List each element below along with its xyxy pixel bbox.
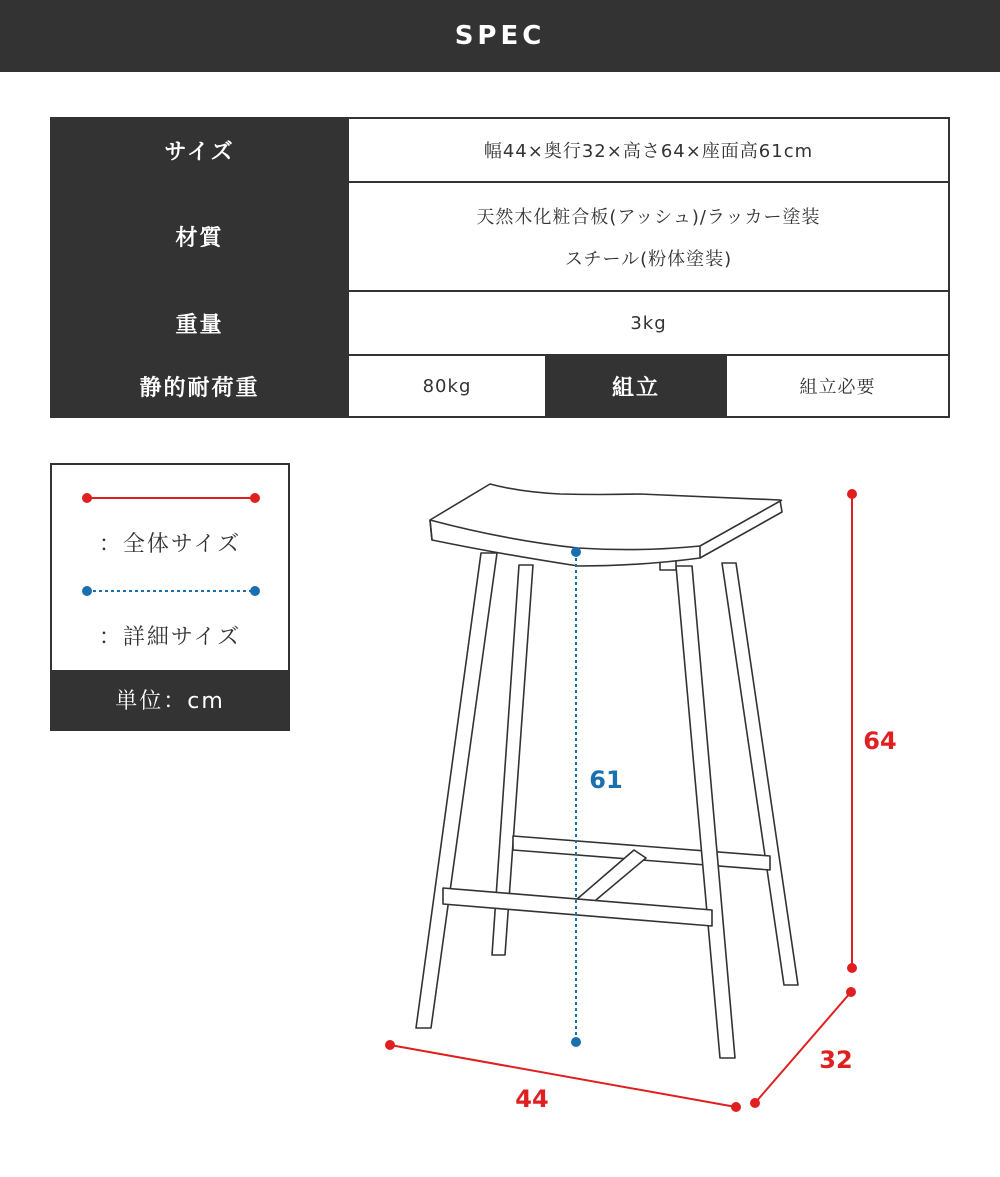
total-height-label: 64 bbox=[863, 727, 897, 755]
load-label: 静的耐荷重 bbox=[52, 356, 347, 416]
material-value-wood: 天然木化粧合板(アッシュ)/ラッカー塗装 bbox=[476, 206, 821, 228]
total-height-dimension bbox=[847, 489, 897, 973]
weight-label: 重量 bbox=[52, 292, 347, 354]
depth-dimension bbox=[750, 987, 856, 1108]
depth-dot-top bbox=[846, 987, 856, 997]
legend-overall-label: ：全体サイズ bbox=[98, 532, 242, 557]
legend-detail-label: ：詳細サイズ bbox=[98, 625, 242, 650]
seat-height-label: 61 bbox=[589, 766, 623, 794]
width-dimension bbox=[385, 1040, 741, 1113]
assembly-value-text: 組立必要 bbox=[799, 377, 876, 398]
unit-label: 単位：cm bbox=[115, 689, 225, 714]
assembly-label: 組立 bbox=[545, 356, 727, 416]
stool-stretcher-front bbox=[443, 888, 712, 926]
load-value-text: 80kg bbox=[422, 375, 472, 397]
material-label: 材質 bbox=[52, 183, 347, 290]
stool-leg-front-right bbox=[676, 566, 735, 1058]
width-label: 44 bbox=[515, 1085, 549, 1113]
size-label: サイズ bbox=[52, 119, 347, 181]
material-value-steel: スチール(粉体塗装) bbox=[564, 248, 733, 270]
size-value-text: 幅44×奥行32×高さ64×座面高61cm bbox=[483, 141, 814, 162]
depth-label: 32 bbox=[819, 1046, 853, 1074]
stool-leg-back-right bbox=[722, 563, 798, 985]
width-dot-left bbox=[385, 1040, 395, 1050]
width-dot-right bbox=[731, 1102, 741, 1112]
seat-height-dot-top bbox=[571, 547, 581, 557]
spec-title: SPEC bbox=[454, 21, 546, 51]
depth-dot-bottom bbox=[750, 1098, 760, 1108]
total-height-dot-top bbox=[847, 489, 857, 499]
total-height-dot-bottom bbox=[847, 963, 857, 973]
seat-height-dot-bottom bbox=[571, 1037, 581, 1047]
stool-stretcher-back bbox=[513, 836, 770, 870]
weight-value-text: 3kg bbox=[630, 312, 667, 334]
seat-height-dimension bbox=[571, 547, 623, 1047]
stool-leg-front-left bbox=[416, 553, 497, 1028]
